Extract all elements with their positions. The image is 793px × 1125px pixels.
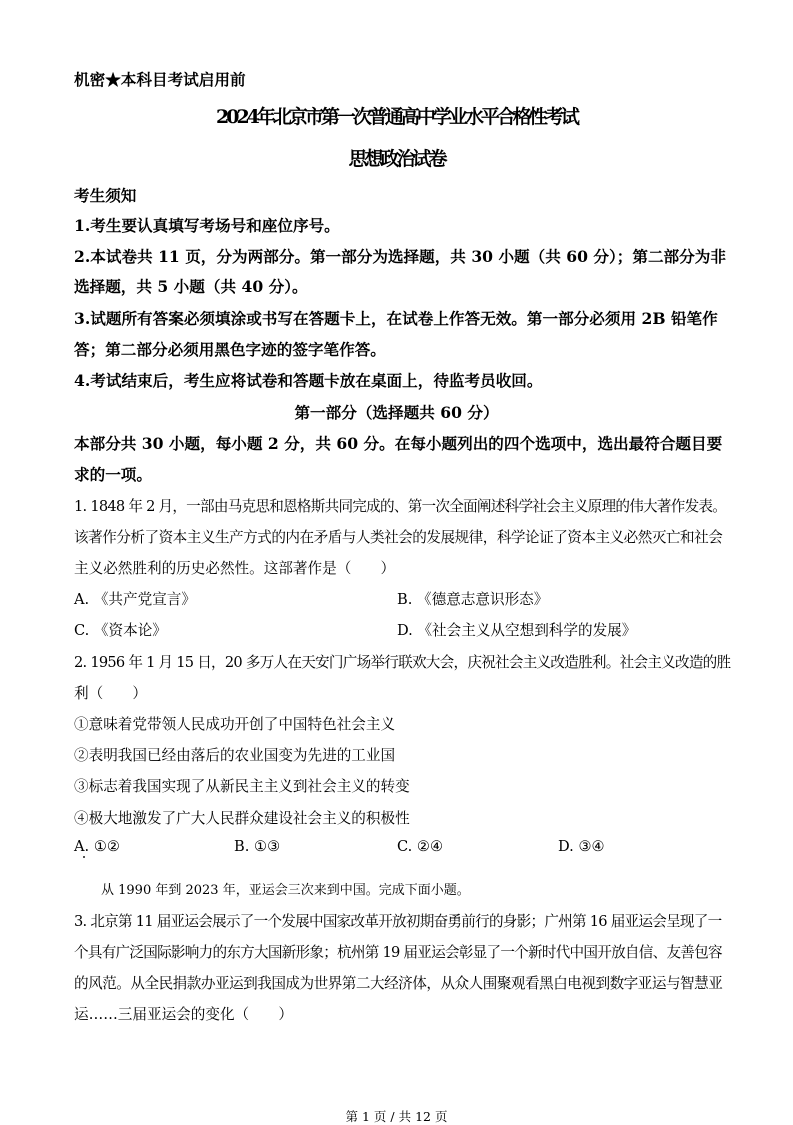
question-1-line-2: 该著作分析了资本主义生产方式的内在矛盾与人类社会的发展规律，科学论证了资本主义必然灭亡和社会 (74, 529, 723, 546)
question-1-option-b: B. 《德意志意识形态》 (397, 591, 549, 608)
question-2-line-2: 利（ ） (74, 685, 147, 702)
stray-mark (83, 856, 85, 858)
question-2-statement-1: ①意味着党带领人民成功开创了中国特色社会主义 (74, 716, 396, 733)
question-3-line-2: 个具有广泛国际影响力的东方大国新形象；杭州第 19 届亚运会彰显了一个新时代中国开放自信、友善包容 (74, 944, 722, 961)
question-1-line-3: 主义必然胜利的历史必然性。这部著作是（ ） (74, 560, 396, 577)
page-footer: 第 1 页 / 共 12 页 (345, 1109, 448, 1124)
question-2-option-d: D. ③④ (558, 838, 605, 855)
question-2-option-a: A. ①② (74, 838, 120, 855)
notice-item-4: 4.考试结束后，考生应将试卷和答题卡放在桌面上，待监考员收回。 (74, 371, 543, 390)
notice-heading: 考生须知 (74, 186, 137, 205)
part1-instruction-line-1: 本部分共 30 小题，每小题 2 分，共 60 分。在每小题列出的四个选项中，选出最符合题目要 (74, 434, 723, 453)
question-2-line-1: 2. 1956 年 1 月 15 日，20 多万人在天安门广场举行联欢大会，庆祝社会主义改造胜利。社会主义改造的胜 (74, 654, 731, 671)
question-1-line-1: 1. 1848 年 2 月，一部由马克思和恩格斯共同完成的、第一次全面阐述科学社会主义原理的伟大著作发表。 (74, 498, 727, 515)
group-intro: 从 1990 年到 2023 年，亚运会三次来到中国。完成下面小题。 (101, 883, 470, 898)
question-2-statement-4: ④极大地激发了广大人民群众建设社会主义的积极性 (74, 810, 410, 827)
exam-title: 2024年北京市第一次普通高中学业水平合格性考试 (216, 106, 577, 128)
question-3-line-1: 3. 北京第 11 届亚运会展示了一个发展中国家改革开放初期奋勇前行的身影；广州第 16 届亚运会呈现了一 (74, 913, 722, 930)
question-3-line-3: 的风范。从全民捐款办亚运到我国成为世界第二大经济体，从众人围聚观看黑白电视到数字亚运与智慧亚 (74, 975, 723, 992)
notice-item-3-line-2: 答；第二部分必须用黑色字迹的签字笔作答。 (74, 340, 386, 359)
question-3-line-4: 运……三届亚运会的变化（ ） (74, 1006, 293, 1023)
notice-item-2-line-1: 2.本试卷共 11 页，分为两部分。第一部分为选择题，共 30 小题（共 60 分）；第二部分为非 (74, 247, 726, 266)
notice-item-2-line-2: 选择题，共 5 小题（共 40 分）。 (74, 277, 308, 296)
notice-item-3-line-1: 3.试题所有答案必须填涂或书写在答题卡上，在试卷上作答无效。第一部分必须用 2B 铅笔作 (74, 309, 718, 328)
question-2-option-b: B. ①③ (234, 838, 281, 855)
question-1-option-a: A. 《共产党宣言》 (74, 591, 196, 608)
question-2-statement-2: ②表明我国已经由落后的农业国变为先进的工业国 (74, 747, 396, 764)
part1-instruction-line-2: 求的一项。 (74, 465, 152, 484)
question-1-option-d: D. 《社会主义从空想到科学的发展》 (397, 622, 637, 639)
secret-label: 机密★本科目考试启用前 (74, 70, 246, 89)
exam-subtitle: 思想政治试卷 (348, 148, 445, 170)
notice-item-1: 1.考生要认真填写考场号和座位序号。 (74, 216, 340, 235)
question-2-statement-3: ③标志着我国实现了从新民主主义到社会主义的转变 (74, 778, 410, 795)
question-1-option-c: C. 《资本论》 (74, 622, 167, 639)
part1-heading: 第一部分（选择题共 60 分） (294, 403, 499, 422)
question-2-option-c: C. ②④ (397, 838, 444, 855)
